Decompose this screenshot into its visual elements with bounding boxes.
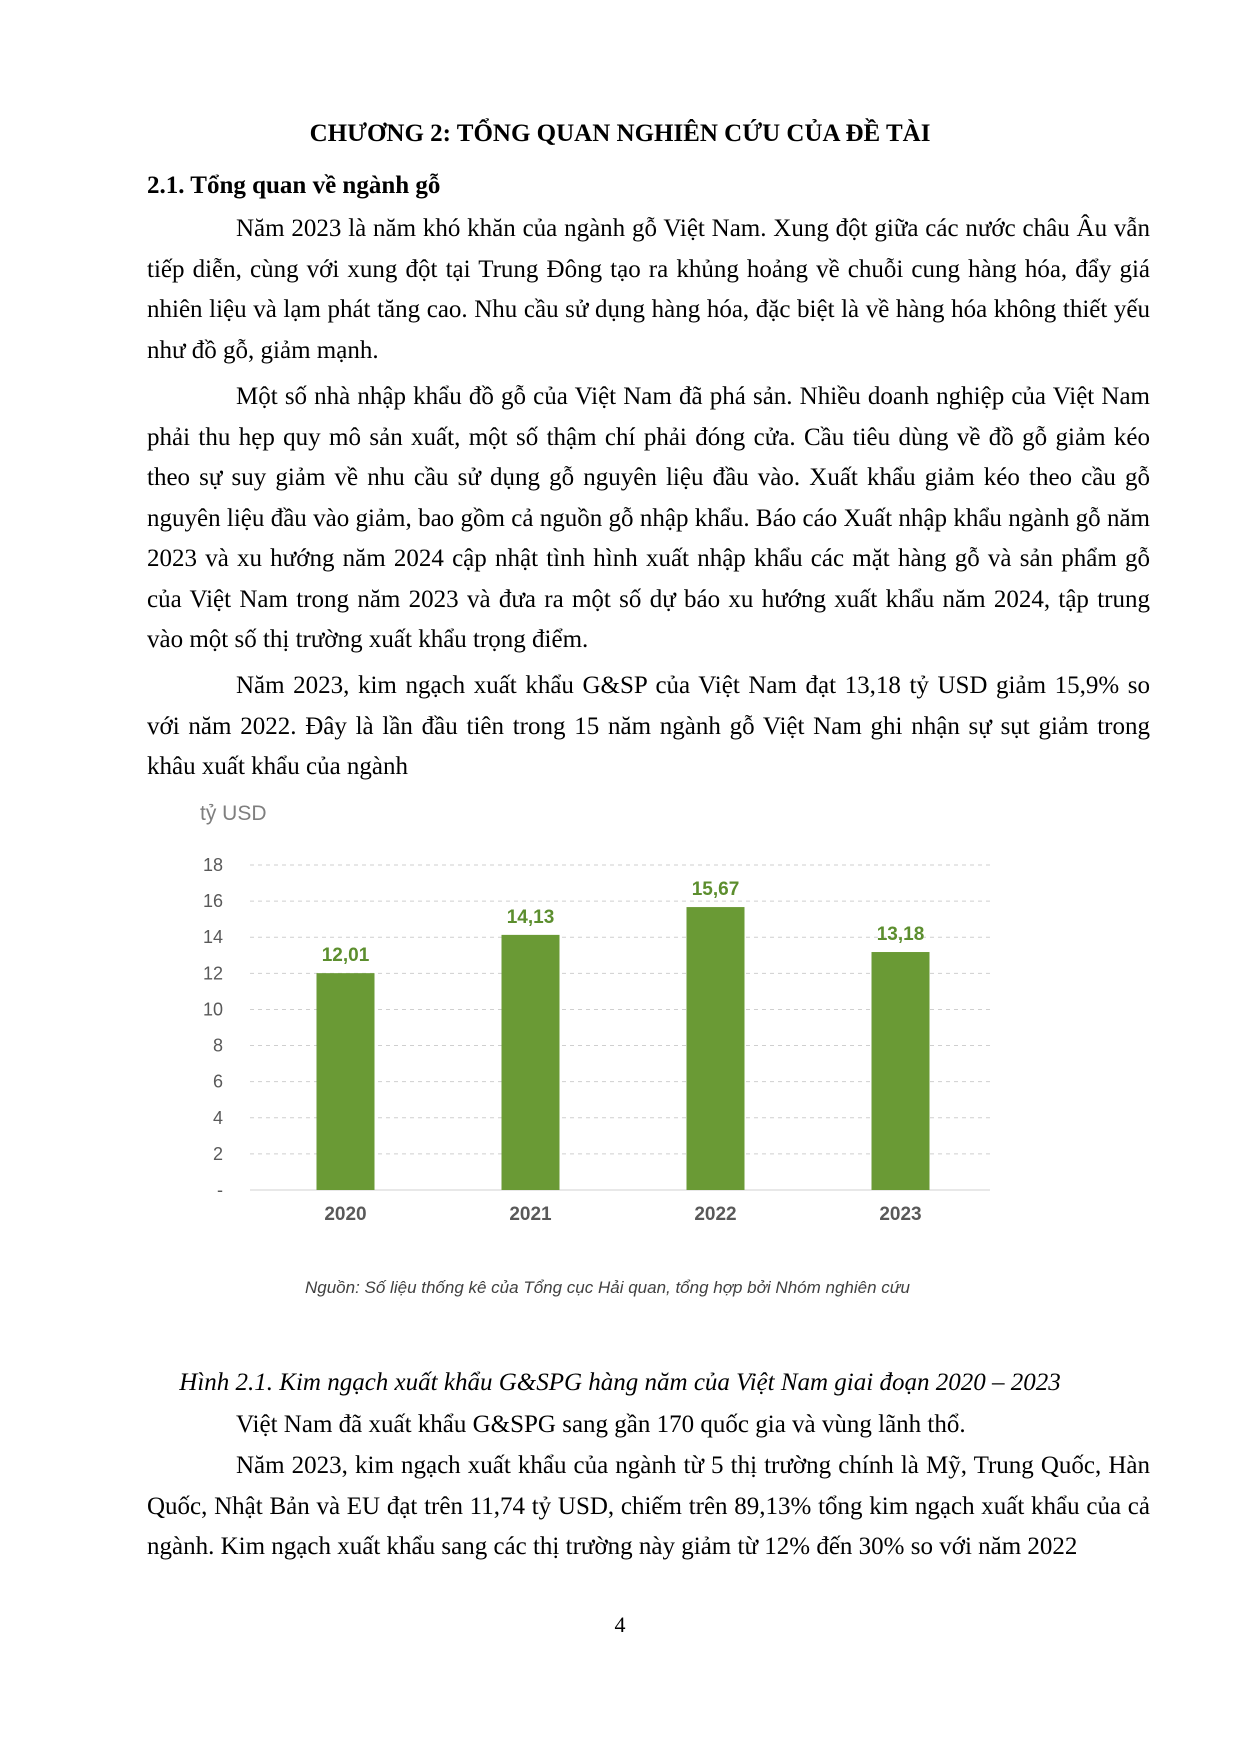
y-axis-ticks xyxy=(203,855,223,1200)
figure-caption: Hình 2.1. Kim ngạch xuất khẩu G&SPG hàng năm của Việt Nam giai đoạn 2020 – 2023 xyxy=(179,1369,1061,1396)
y-tick-label: 4 xyxy=(212,1107,223,1128)
x-tick-label-2021: 2021 xyxy=(509,1204,552,1225)
paragraph-4: Việt Nam đã xuất khẩu G&SPG sang gần 170 quốc gia và vùng lãnh thổ. xyxy=(236,1411,966,1438)
y-tick-label: 6 xyxy=(212,1071,223,1092)
y-tick-label: 16 xyxy=(202,891,223,912)
page-number: 4 xyxy=(614,1612,626,1637)
y-tick-label: 18 xyxy=(202,855,223,875)
y-tick-label: - xyxy=(217,1180,223,1200)
data-label-2021: 14,13 xyxy=(506,906,555,928)
export-bar-chart xyxy=(180,800,1110,1310)
x-tick-label-2020: 2020 xyxy=(324,1204,367,1225)
x-axis-ticks xyxy=(324,1204,921,1225)
x-tick-label-2022: 2022 xyxy=(694,1204,737,1225)
y-tick-label: 8 xyxy=(212,1035,223,1056)
bar-2023 xyxy=(872,952,930,1190)
bar-2022 xyxy=(687,907,745,1190)
y-tick-label: 2 xyxy=(212,1143,223,1164)
y-tick-label: 14 xyxy=(202,927,223,948)
bars xyxy=(317,907,930,1190)
paragraph-2: Một số nhà nhập khẩu đồ gỗ của Việt Nam đã phá sản. Nhiều doanh nghiệp của Việt Nam phải thu hẹp quy mô sản xuất, một số thậm chí phải đóng cửa. Cầu tiêu dùng về đồ gỗ giảm kéo theo sự suy giảm về nhu cầu sử dụng gỗ nguyên liệu đầu vào. Xuất khẩu giảm kéo theo cầu gỗ nguyên liệu đầu vào giảm, bao gồm cả nguồn gỗ nhập khẩu. Báo cáo Xuất nhập khẩu ngành gỗ năm 2023 và xu hướng năm 2024 cập nhật tình hình xuất nhập khẩu các mặt hàng gỗ và sản phẩm gỗ của Việt Nam trong năm 2023 và đưa ra một số dự báo xu hướng xuất khẩu năm 2024, tập trung vào một số thị trường xuất khẩu trọng điểm. xyxy=(147,383,1150,653)
paragraph-1: Năm 2023 là năm khó khăn của ngành gỗ Việt Nam. Xung đột giữa các nước châu Âu vẫn tiếp diễn, cùng với xung đột tại Trung Đông tạo ra khủng hoảng về chuỗi cung hàng hóa, đẩy giá nhiên liệu và lạm phát tăng cao. Nhu cầu sử dụng hàng hóa, đặc biệt là về hàng hóa không thiết yếu như đồ gỗ, giảm mạnh. xyxy=(147,215,1150,364)
bar-2021 xyxy=(502,935,560,1190)
paragraph-3: Năm 2023, kim ngạch xuất khẩu G&SP của Việt Nam đạt 13,18 tỷ USD giảm 15,9% so với năm 2022. Đây là lần đầu tiên trong 15 năm ngành gỗ Việt Nam ghi nhận sự sụt giảm trong khâu xuất khẩu của ngành xyxy=(147,672,1150,780)
chart-source-note: Nguồn: Số liệu thống kê của Tổng cục Hải quan, tổng hợp bởi Nhóm nghiên cứu xyxy=(305,1278,910,1297)
paragraph-5: Năm 2023, kim ngạch xuất khẩu của ngành từ 5 thị trường chính là Mỹ, Trung Quốc, Hàn Quốc, Nhật Bản và EU đạt trên 11,74 tỷ USD, chiếm trên 89,13% tổng kim ngạch xuất khẩu của cả ngành. Kim ngạch xuất khẩu sang các thị trường này giảm từ 12% đến 30% so với năm 2022 xyxy=(147,1452,1150,1560)
chapter-title: CHƯƠNG 2: TỔNG QUAN NGHIÊN CỨU CỦA ĐỀ TÀI xyxy=(309,120,931,147)
data-label-2022: 15,67 xyxy=(691,879,740,901)
y-tick-label: 10 xyxy=(202,999,223,1020)
data-label-2020: 12,01 xyxy=(321,945,370,967)
y-tick-label: 12 xyxy=(202,963,223,984)
section-heading: 2.1. Tổng quan về ngành gỗ xyxy=(147,172,441,199)
data-labels xyxy=(322,879,925,966)
bar-2020 xyxy=(317,973,375,1190)
data-label-2023: 13,18 xyxy=(876,924,925,946)
y-axis-unit-label: tỷ USD xyxy=(200,802,267,825)
x-tick-label-2023: 2023 xyxy=(879,1204,922,1225)
